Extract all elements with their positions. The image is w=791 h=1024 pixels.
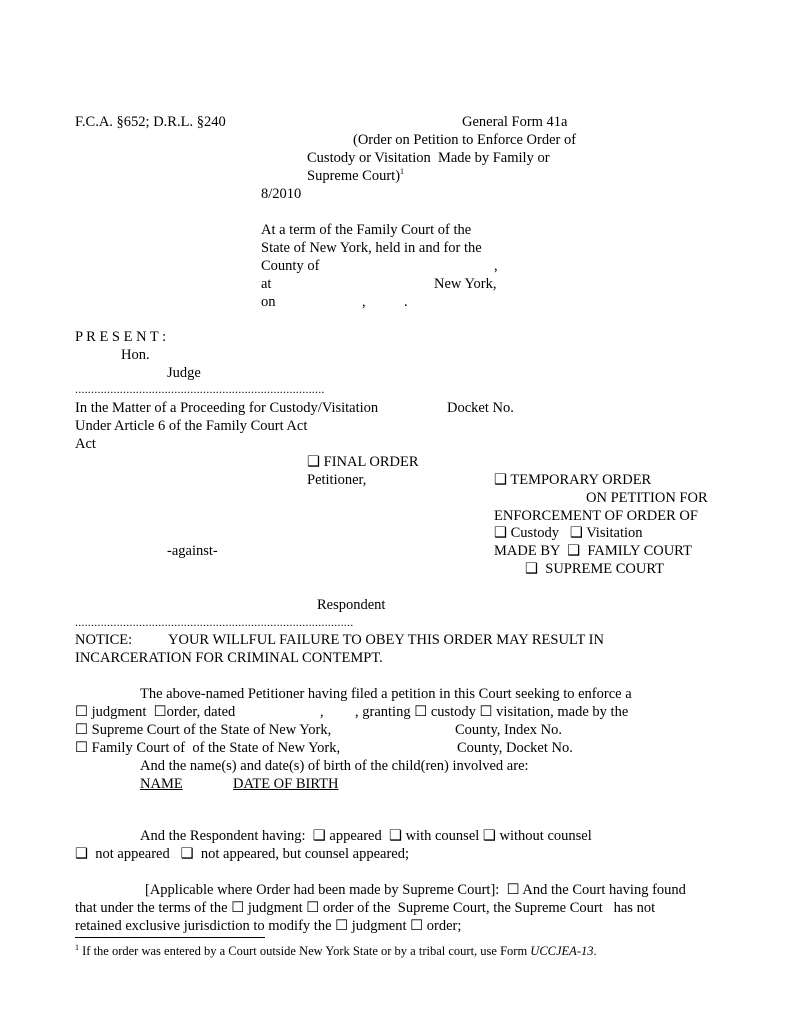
at-label: at (261, 276, 272, 292)
county-comma: , (494, 258, 498, 274)
supreme-court-finding-line1[interactable]: [Applicable where Order had been made by Supreme Court]: ☐ And the Court having found (145, 882, 686, 898)
judge-label: Judge (167, 365, 201, 381)
footnote-rule (75, 937, 265, 938)
on-label: on (261, 294, 276, 310)
respondent-label: Respondent (317, 597, 386, 613)
footnote-text: If the order was entered by a Court outside New York State or by a tribal court, use Form (79, 944, 531, 958)
notice-label: NOTICE: (75, 632, 133, 648)
petitioner-label: Petitioner, (307, 472, 367, 488)
petition-paragraph-line1: The above-named Petitioner having filed a petition in this Court seeking to enforce a (140, 686, 632, 702)
custody-visitation-grant-checkboxes[interactable]: , granting ☐ custody ☐ visitation, made by the (355, 704, 629, 720)
respondent-appearance-line2[interactable]: ❑ not appeared ❑ not appeared, but counsel appeared; (75, 846, 409, 862)
form-number: General Form 41a (462, 114, 568, 130)
dob-column-header: DATE OF BIRTH (233, 776, 339, 792)
footnote-end: . (593, 944, 597, 958)
supreme-court-finding-line2[interactable]: that under the terms of the ☐ judgment ☐ order of the Supreme Court, the Supreme Court has not (75, 900, 656, 916)
docket-label: Docket No. (447, 400, 514, 416)
notice-line2: INCARCERATION FOR CRIMINAL CONTEMPT. (75, 650, 383, 666)
date-comma: , (320, 704, 324, 720)
form-title-line2: Custody or Visitation Made by Family or (307, 150, 550, 166)
footnote-number: 1 (75, 942, 79, 952)
made-by-family-court-checkbox[interactable]: MADE BY ❑ FAMILY COURT (494, 543, 692, 559)
supreme-court-finding-line3[interactable]: retained exclusive jurisdiction to modify the ☐ judgment ☐ order; (75, 918, 462, 934)
on-period: . (404, 294, 408, 310)
footnote-ref[interactable]: 1 (400, 167, 405, 177)
family-court-option[interactable]: ☐ Family Court of of the State of New York, (75, 740, 341, 756)
present-label: P R E S E N T : (75, 329, 167, 345)
hon-label: Hon. (121, 347, 150, 363)
matter-line1: In the Matter of a Proceeding for Custody/Visitation (75, 400, 379, 416)
supreme-court-option[interactable]: ☐ Supreme Court of the State of New York, (75, 722, 332, 738)
caption-dots-bottom: ....................................................................................... (75, 617, 354, 627)
matter-line2: Under Article 6 of the Family Court Act (75, 418, 308, 434)
judgment-order-checkboxes[interactable]: ☐ judgment ☐order, dated (75, 704, 236, 720)
footnote-form-ref: UCCJEA-13 (530, 944, 594, 958)
docket-no-label: County, Docket No. (457, 740, 573, 756)
matter-line3: Act (75, 436, 96, 452)
term-line2: State of New York, held in and for the (261, 240, 482, 256)
term-line1: At a term of the Family Court of the (261, 222, 472, 238)
temporary-order-checkbox[interactable]: ❑ TEMPORARY ORDER (494, 472, 652, 488)
caption-dots-top: .............................................................................. (75, 384, 325, 394)
against-label: -against- (167, 543, 218, 559)
respondent-appearance-line1[interactable]: And the Respondent having: ❑ appeared ❑ with counsel ❑ without counsel (140, 828, 592, 844)
index-no-label: County, Index No. (455, 722, 562, 738)
enforcement-of-order: ENFORCEMENT OF ORDER OF (494, 508, 698, 524)
supreme-court-checkbox[interactable]: ❑ SUPREME COURT (525, 561, 665, 577)
form-date: 8/2010 (261, 186, 302, 202)
new-york-label: New York, (434, 276, 497, 292)
name-column-header: NAME (140, 776, 183, 792)
form-title-text: Supreme Court) (307, 168, 401, 184)
final-order-checkbox[interactable]: ❑ FINAL ORDER (307, 454, 419, 470)
county-label: County of (261, 258, 320, 274)
on-comma: , (362, 294, 366, 310)
notice-line1: YOUR WILLFUL FAILURE TO OBEY THIS ORDER MAY RESULT IN (168, 632, 604, 648)
children-intro: And the name(s) and date(s) of birth of the child(ren) involved are: (140, 758, 529, 774)
form-title-line3 (307, 167, 404, 185)
custody-visitation-checkboxes[interactable]: ❑ Custody ❑ Visitation (494, 525, 643, 541)
on-petition-for: ON PETITION FOR (586, 490, 708, 506)
form-title-line1: (Order on Petition to Enforce Order of (353, 132, 577, 148)
footnote (75, 943, 597, 959)
statute-citation: F.C.A. §652; D.R.L. §240 (75, 114, 226, 130)
